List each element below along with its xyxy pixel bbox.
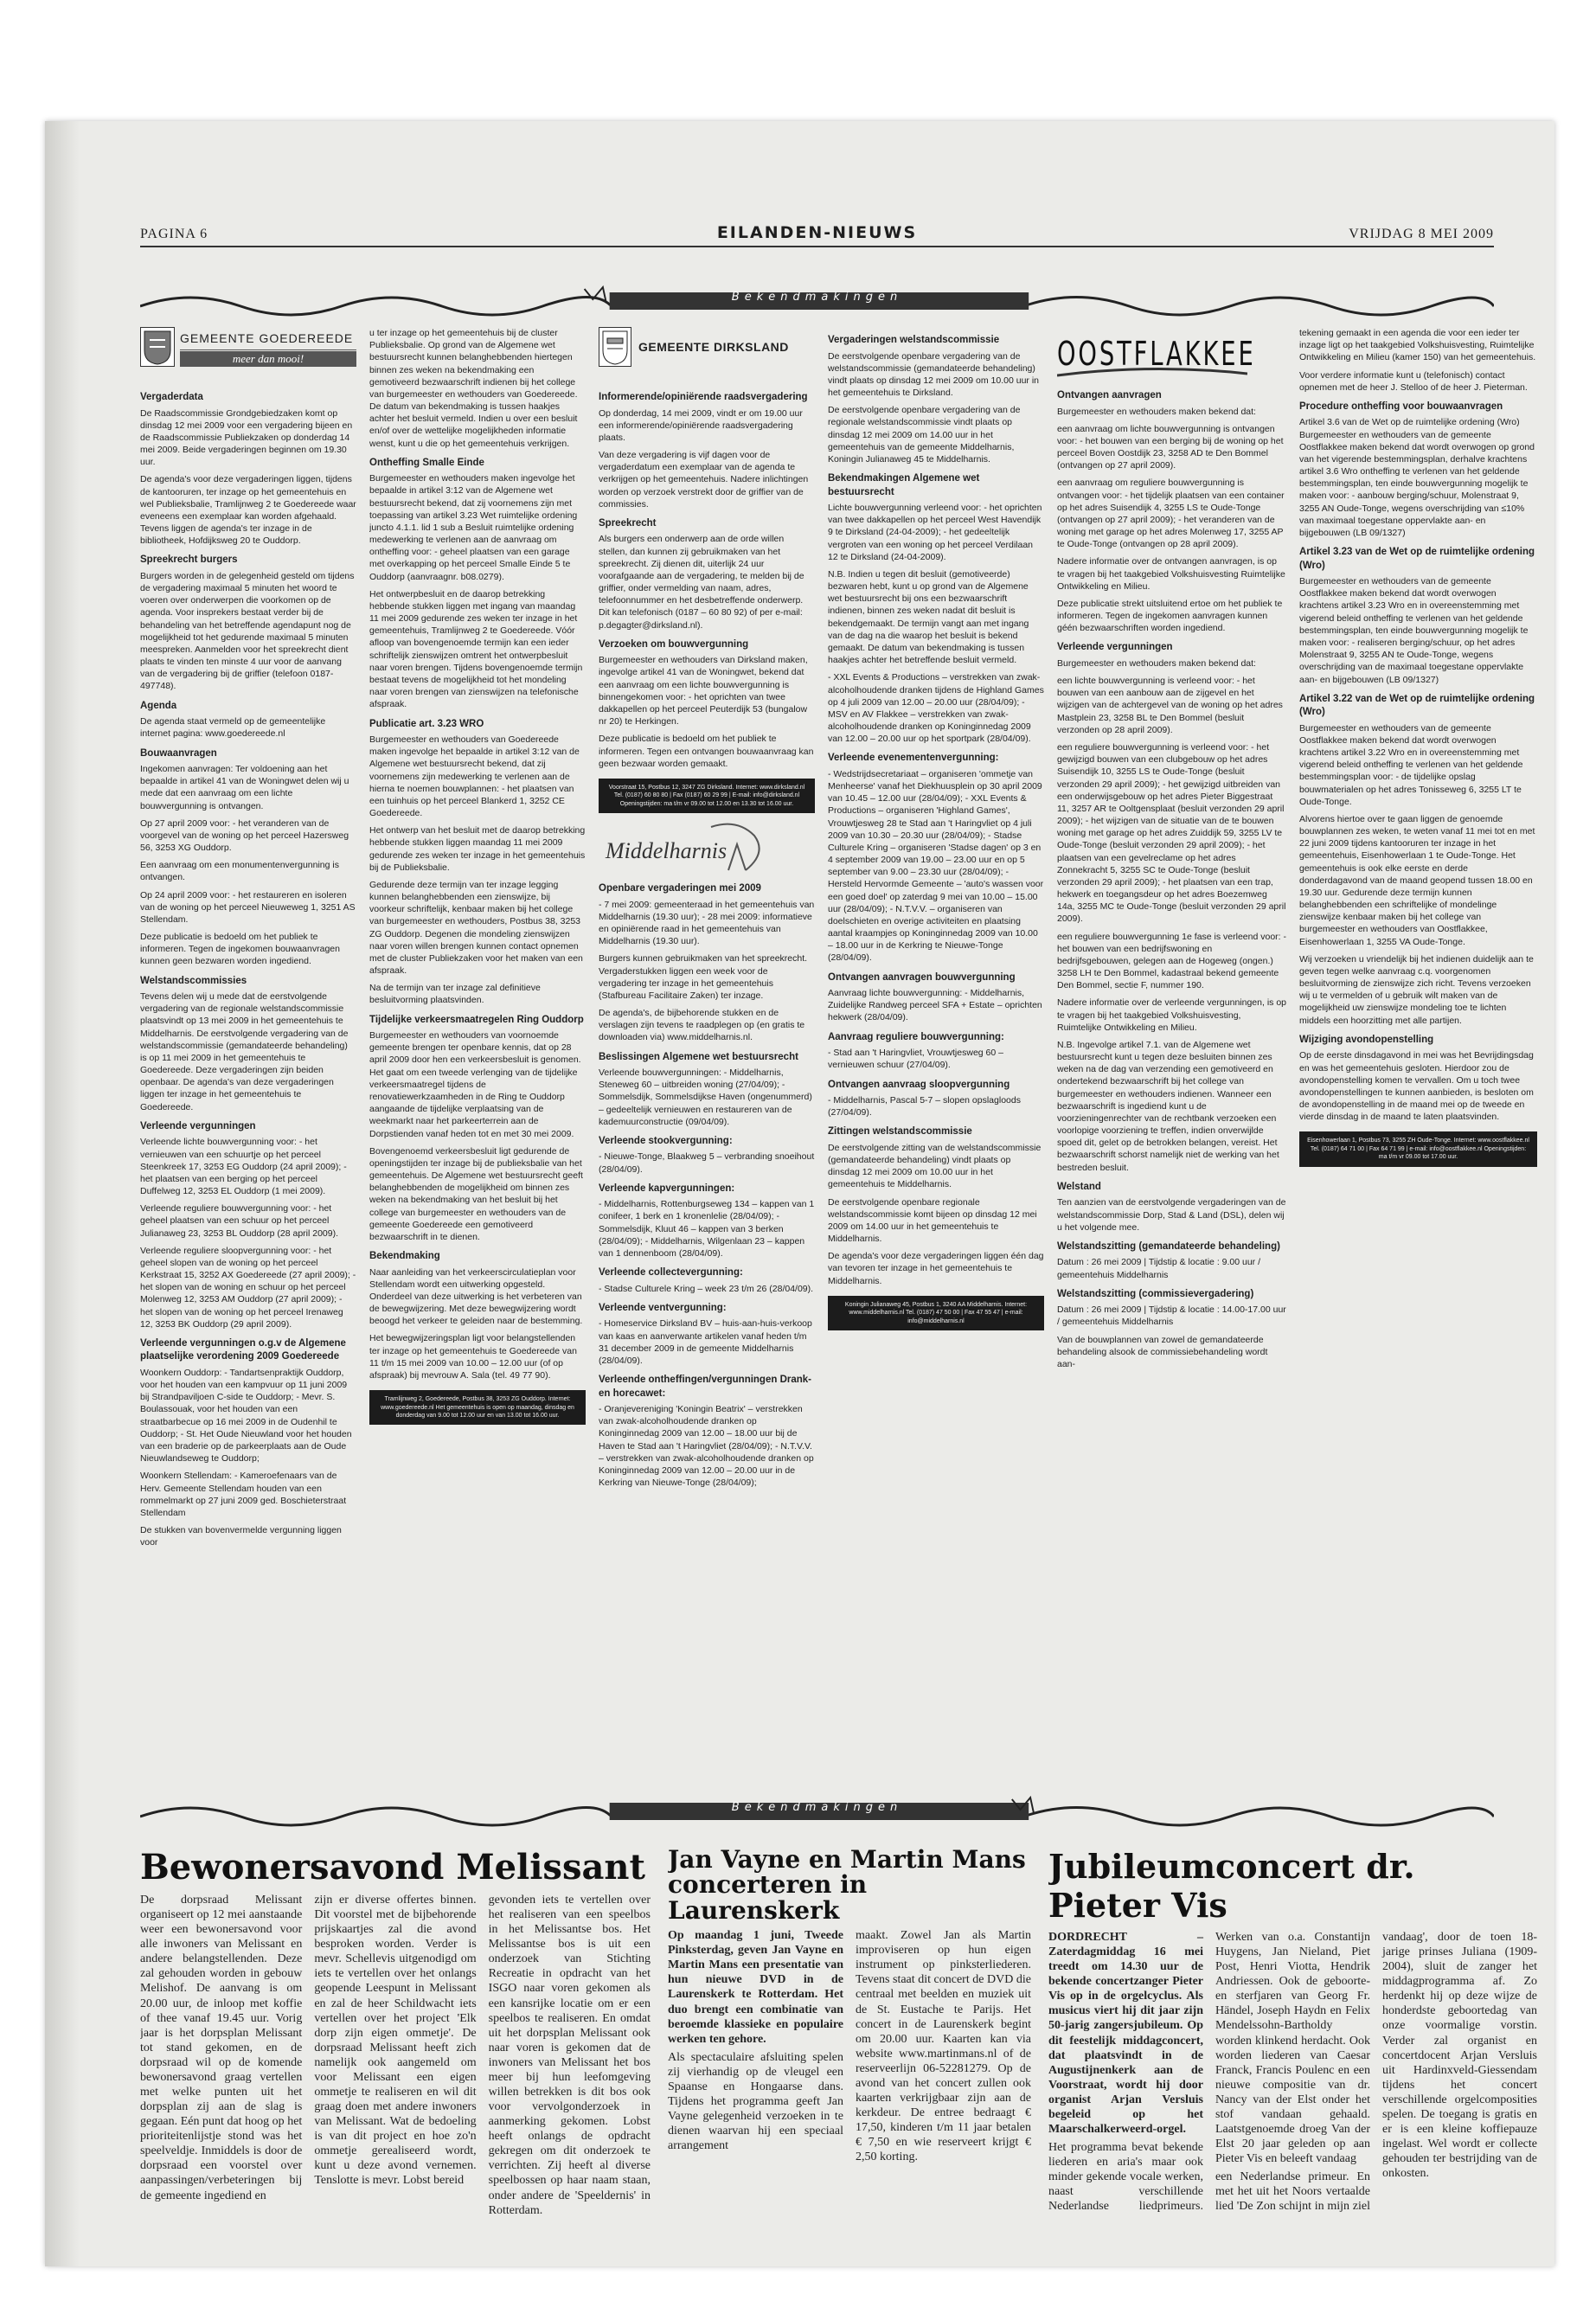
- notice-text: De eerstvolgende openbare vergadering van de regionale welstandscommissie vindt plaats op dinsdag 12 mei 2009 om 14.00 uur in het gemeentehuis van de gemeente Middelharnis, Koningin Julianaweg 45 te Middelharnis.: [828, 405, 1021, 465]
- notice-text: een reguliere bouwvergunning is verleend voor: - het gewijzigd bouwen van een clubgebouw op het adres Suisendijk 10, 3255 LS te Oude-Tonge (besluit verzonden 29 april 2009); - het gewijzigd uitbreiden van een onderwijsgebouw op het adres Pieter Biggestraat 11, 3257 AR te Ooltgensplaat (besluit verzonden 29 april 2009); - het wijzigen van de situatie van de te bouwen woning met garage op het adres Zuiddijk 59, 3255 LV te Oude-Tonge (besluit verzonden 29 april 2009); - het plaatsen van een gevelreclame op het adres Zonnekracht 5, 3255 SC te Oude-Tonge (besluit verzonden 29 april 2009); - het plaatsen van een trap, hekwerk en toegangsdeur op het adres Boezemweg 14a, 3255 MC te Oude-Tonge (besluit verzonden 29 april 2009).: [1057, 741, 1286, 925]
- notice-text: Burgers worden in de gelegenheid gesteld om tijdens de vergadering maximaal 5 minuten het woord te voeren over onderwerpen die voorkomen op de agenda. Voor insprekers bestaat verder bij de behandeling van het betreffende agendapunt nog de mogelijkheid tot het gedurende maximaal 5 minuten meespreken. Aanmelden voor het spreekrecht dient plaats te vinden ten minste 4 uur voor de aanvang van de vergadering bij de griffier (telefoon 0187-497748).: [140, 570, 355, 692]
- middelharnis-logo-text: Middelharnis: [606, 838, 727, 864]
- banner-label: Bekendmakingen: [731, 291, 903, 304]
- notice-text: De agenda's voor deze vergaderingen liggen, tijdens de kantooruren, ter inzage op het gemeentehuis en wel Publieksbalie, Tramlijnweg 2 te Goedereede waar eveneens een exemplaar kan worden afgehaald. Tevens liggen de agenda's ter inzage in de bibliotheek, Hofdijksweg 20 te Ouddorp.: [140, 474, 356, 547]
- notice-heading: Agenda: [140, 700, 177, 711]
- notice-heading: Zittingen welstandscommissie: [828, 1126, 972, 1138]
- notice-text: De Raadscommissie Grondgebiedzaken komt op dinsdag 12 mei 2009 voor een vergadering bijeen en de Raadscommissie Publiekzaken op donderdag 14 mei 2009. Beide vergaderingen beginnen om 19.30 uur.: [140, 407, 353, 468]
- notice-heading: Verleende vergunningen: [1057, 642, 1173, 653]
- notice-text: een reguliere bouwvergunning 1e fase is verleend voor: - het bouwen van een bedrijfswoning en bedrijfsgebouwen, gelegen aan de Hogeweg (ongen.) 3258 LH te Den Bommel, kadastraal bekend gemeente Den Bommel, sectie F, nummer 190.: [1057, 931, 1286, 991]
- notice-text: Een aanvraag om een monumentenvergunning is ontvangen.: [140, 860, 339, 883]
- dirksland-header: [599, 327, 815, 384]
- notice-heading: Tijdelijke verkeersmaatregelen Ring Ouddorp: [369, 1014, 584, 1025]
- goedereede-notices-continued: [369, 327, 586, 1381]
- notice-text: - 7 mei 2009: gemeenteraad in het gemeentehuis van Middelharnis (19.30 uur); - 28 mei 2009: informatieve en opiniërende raad in het gemeentehuis van Middelharnis (19.30 uur).: [599, 899, 815, 947]
- notice-heading: Aanvraag reguliere bouwvergunning:: [828, 1031, 1004, 1042]
- article-body: [140, 1893, 651, 2218]
- notice-heading: Vergaderingen welstandscommissie: [828, 335, 1000, 345]
- masthead: EILANDEN-NIEUWS: [716, 223, 918, 242]
- news-articles: [140, 1847, 1537, 2253]
- notice-heading: Artikel 3.23 van de Wet op de ruimtelijke ordening (Wro): [1299, 547, 1535, 571]
- dirksland-name: GEMEENTE DIRKSLAND: [638, 340, 789, 354]
- article-lead: DORDRECHT – Zaterdagmiddag 16 mei treedt om 14.30 uur de bekende concertzanger Pieter Vis op in de orgelcyclus. Als musicus viert hij dit jaar zijn 50-jarig zangersjubileum. Op dit feestelijk middagconcert, dat plaatsvindt in de Augustijnenkerk aan de Voorstraat, wordt hij door organist Arjan Versluis begeleid op het Maarschalkerweerd-orgel.: [1048, 1931, 1203, 2137]
- article-jan-vayne: [668, 1847, 1031, 2253]
- notice-heading: Beslissingen Algemene wet bestuursrecht: [599, 1051, 798, 1062]
- article-bewonersavond: [140, 1847, 651, 2253]
- notice-text: Deze publicatie is bedoeld om het publiek te informeren. Tegen de ingekomen bouwaanvragen kunnen geen bezwaren worden ingediend.: [140, 932, 340, 967]
- notice-heading: Bekendmaking: [369, 1251, 440, 1262]
- notice-heading: Verleende ventvergunning:: [599, 1302, 727, 1313]
- notice-heading: Verleende vergunningen: [140, 1120, 256, 1131]
- article-title: Jan Vayne en Martin Mans concerteren in Laurenskerk: [668, 1847, 1026, 1925]
- notice-text: een aanvraag om reguliere bouwvergunning is ontvangen voor: - het tijdelijk plaatsen van een container op het adres Suisendijk 4, 3255 LS te Oude-Tonge (ontvangen op 27 april 2009); - het veranderen van de woning met garage op het adres Molenweg 17, 3255 AP te Oude-Tonge (ontvangen op 28 april 2009).: [1057, 478, 1285, 550]
- notice-heading: Verleende evenementenvergunning:: [828, 753, 999, 764]
- notice-text: Datum : 26 mei 2009 | Tijdstip & locatie : 9.00 uur / gemeentehuis Middelharnis: [1057, 1257, 1261, 1280]
- notice-heading: Wijziging avondopenstelling: [1299, 1034, 1434, 1045]
- notice-heading: Procedure ontheffing voor bouwaanvragen: [1299, 401, 1503, 412]
- column-oostflakkee: [1057, 327, 1286, 1780]
- column-oostflakkee-continued: [1299, 327, 1537, 1780]
- notice-text: Lichte bouwvergunning verleend voor: - het oprichten van twee dakkapellen op het perceel West Havendijk 9 te Dirksland (24-04-2009); - het gedeeltelijk vergroten van een woning op het perceel Verdilaan 12 te Dirksland (24-04-2009).: [828, 503, 1042, 562]
- notice-text: Burgemeester en wethouders van Goedereede maken ingevolge het bepaalde in artikel 3:12 van de Algemene wet bestuursrecht bekend, dat zij voornemens zijn medewerking te verlenen aan de hierna te noemen bouwplannen: - het plaatsen van een tuinhuis op het perceel Blankerd 1, 3252 CE Goedereede.: [369, 734, 580, 819]
- running-header: [140, 223, 1494, 247]
- notice-text: Na de termijn van ter inzage zal definitieve besluitvorming plaatsvinden.: [369, 983, 541, 1006]
- notice-heading: Verleende vergunningen o.g.v de Algemene plaatselijke verordening 2009 Goedereede: [140, 1337, 346, 1362]
- notice-heading: Verleende collectevergunning:: [599, 1267, 743, 1279]
- notice-text: Bovengenoemd verkeersbesluit ligt gedurende de openingstijden ter inzage bij de publieksbalie van het gemeentehuis. De Algemene wet bestuursrecht geeft belanghebbenden de mogelijkheid om binnen zes weken na bekendmaking van het besluit bij het college van burgemeester en wethouders van de gemeente Goedereede een gemotiveerd bezwaarschrift in te dienen.: [369, 1145, 583, 1242]
- notice-text: Verleende lichte bouwvergunning voor: - het vernieuwen van een schuurtje op het perceel Steenkreek 17, 3253 EG Ouddorp (24 april 2009); - het plaatsen van een berging op het perceel Duffelweg 12, 3253 EL Ouddorp (1 mei 2009).: [140, 1137, 347, 1197]
- announcements-banner-bottom: [140, 1791, 1494, 1830]
- issue-date: VRIJDAG 8 MEI 2009: [1349, 227, 1494, 241]
- article-body: [1048, 1930, 1537, 2214]
- notice-heading: Welstand: [1057, 1181, 1101, 1192]
- announcement-columns: [140, 327, 1537, 1780]
- notice-text: Het ontwerpbesluit en de daarop betrekking hebbende stukken liggen met ingang van maandag 11 mei 2009 gedurende zes weken ter inzage in het gemeentehuis, Tramlijnweg 2 te Goedereede. Vóór afloop van bovengenoemde termijn kan een ieder schriftelijk zienswijzen omtrent het ontwerpbesluit naar voren brengen. Tijdens bovengenoemde termijn bestaat tevens de mogelijkheid tot het mondeling naar voren brengen van zienswijzen na telefonische afspraak.: [369, 588, 583, 710]
- article-paragraph: Het programma bevat bekende liederen en aria's maar ook minder gekende vocale werken, naast verschillende Nederlandse liedprimeurs. Werken van o.a. Constantijn Huygens, Jan Nieland, Piet Post, Henri Viotta, Hendrik Andriessen. Ook de geboorte- en sterfjaren van Georg Fr. Händel, Joseph Haydn en Felix Mendelssohn-Bartholdy worden klinkend herdacht. Ook worden liederen van Caesar Franck, Francis Poulenc en een nieuwe compositie van dr. Nancy van der Elst onder het stof vandaan gehaald. Laatstgenoemde droeg Van der Elst 20 jaar geleden op aan Pieter Vis en beleeft vandaag: [1048, 1931, 1370, 2214]
- middelharnis-notices: [599, 882, 815, 1489]
- notice-text: Het bewegwijzeringsplan ligt voor belangstellenden ter inzage op het gemeentehuis te Goedereede van 11 t/m 15 mei 2009 van 10.00 – 12.00 uur (of op afspraak) bij mevrouw A. Sala (tel. 49 77 90).: [369, 1333, 577, 1381]
- article-paragraph: een Nederlandse primeur. En met het uit het Noors vertaalde lied 'De Zon schijnt in mijn ziel vandaag', door de toen 18-jarige prinses Juliana (1909-2004), sluit de zanger het middagprogramma af. Zo herdenkt hij op deze wijze de honderdste geboortedag van onze voormalige vorstin. Verder zal organist en concertdocent Arjan Versluis uit Hardinxveld-Giessendam tijdens het concert verschillende orgelcomposities spelen. De toegang is gratis en er is een kleine koffiepauze ingelast. Wel wordt er collecte gehouden ter bestrijding van de onkosten.: [1215, 1931, 1537, 2214]
- notice-text: - Homeservice Dirksland BV – huis-aan-huis-verkoop van kaas en aanverwante artikelen vanaf heden t/m 31 december 2009 in de gemeente Middelharnis (28/04/09).: [599, 1318, 812, 1366]
- notice-text: De agenda's, de bijbehorende stukken en de verslagen zijn tevens te raadplegen op (en gratis te downloaden via) www.middelharnis.nl.: [599, 1008, 805, 1043]
- column-middelharnis-continued: [828, 327, 1044, 1780]
- middelharnis-logo-icon: [702, 818, 780, 875]
- notice-text: Burgemeester en wethouders van Dirksland maken, ingevolge artikel 41 van de Woningwet, bekend dat een aanvraag om een lichte bouwvergunning is binnengekomen voor: - het oprichten van twee dakkapellen op het perceel Peuterdijk 53 (bungalow nr 20) te Herkingen.: [599, 655, 808, 727]
- middelharnis-contact-block: Koningin Julianaweg 45, Postbus 1, 3240 AA Middelharnis. Internet: www.middelharnis.nl Tel. (0187) 47 50 00 | Fax 47 55 47 | e-mail: info@middelharnis.nl: [828, 1296, 1044, 1330]
- notice-text: - XXL Events & Productions – verstrekken van zwak-alcoholhoudende dranken tijdens de Highland Games op 4 juli 2009 van 12.00 – 20.00 uur (28/04/09); - MSV en AV Flakkee – verstrekken van zwak-alcoholhoudende dranken op Koninginnedag 2009 van 12.00 – 20.00 uur op het sportpark (28/04/09).: [828, 672, 1044, 745]
- notice-text: Ingekomen aanvragen: Ter voldoening aan het bepaalde in artikel 41 van de Woningwet delen wij u mede dat een aanvraag om een lichte bouwvergunning is ontvangen.: [140, 764, 349, 811]
- oostflakkee-notices: [1057, 389, 1286, 1370]
- notice-text: Verleende reguliere bouwvergunning voor: - het geheel plaatsen van een schuur op het perceel Julianaweg 23, 3253 BL Ouddorp (28 april 2009).: [140, 1203, 339, 1239]
- notice-text: Het ontwerp van het besluit met de daarop betrekking hebbende stukken liggen maandag 11 mei 2009 gedurende zes weken ter inzage in het gemeentehuis bij de Publieksbalie.: [369, 825, 586, 873]
- article-pieter-vis: [1048, 1847, 1537, 2253]
- notice-text: Aanvraag lichte bouwvergunning: - Middelharnis, Zuidelijke Randweg perceel SFA + Estate – oprichten hekwerk (28/04/09).: [828, 988, 1042, 1023]
- notice-text: Burgemeester en wethouders maken bekend dat:: [1057, 406, 1256, 417]
- notice-text: De agenda's voor deze vergaderingen liggen één dag van tevoren ter inzage in het gemeentehuis te Middelharnis.: [828, 1251, 1044, 1286]
- notice-text: een aanvraag om lichte bouwvergunning is ontvangen voor: - het bouwen van een berging bij de woning op het perceel Boven Oostdijk 23, 3258 AD te Den Bommel (ontvangen op 27 april 2009).: [1057, 423, 1284, 471]
- notice-text: Burgemeester en wethouders maken bekend dat:: [1057, 657, 1256, 669]
- notice-text: Tevens delen wij u mede dat de eerstvolgende vergadering van de regionale welstandscommissie plaatsvindt op 13 mei 2009 in het gemeentehuis te Middelharnis. De eerstvolgende vergadering van de welstandscommissie (gemandateerde behandeling) is op 11 mei 2009 in het gemeentehuis te Goedereede. Deze vergaderingen zijn beiden openbaar. De agenda's van deze vergaderingen liggen ter inzage in het gemeentehuis te Goedereede.: [140, 991, 349, 1112]
- notice-text: - Nieuwe-Tonge, Blaakweg 5 – verbranding snoeihout (28/04/09).: [599, 1151, 815, 1175]
- notice-heading: Ontvangen aanvragen: [1057, 390, 1162, 401]
- oostflakkee-logo-text: OOSTFLAKKEE: [1057, 335, 1256, 373]
- notice-text: Van deze vergadering is vijf dagen voor de vergaderdatum een exemplaar van de agenda te verkrijgen op het gemeentehuis. Nadere inlichtingen worden op verzoek verstrekt door de griffier van de commissies.: [599, 450, 809, 510]
- article-paragraph: Als spectaculaire afsluiting spelen zij vierhandig op de vleugel een Spaanse en Hongaarse dans. Tijdens het programma geeft Jan Vayne gelegenheid verzoeken in te dienen waarvan hij een speciaal arrangement: [668, 2050, 843, 2153]
- notice-heading: Informerende/opiniërende raadsvergadering: [599, 392, 808, 402]
- article-body: [668, 1928, 1031, 2164]
- oostflakkee-header: [1057, 327, 1286, 382]
- dirksland-crest-icon: [599, 327, 631, 367]
- oostflakkee-notices-continued: [1299, 327, 1537, 1123]
- notice-text: Burgemeester en wethouders maken ingevolge het bepaalde in artikel 3:12 van de Algemene wet bestuursrecht bekend, dat zij voornemens zijn met toepassing van artikel 3.23 Wet ruimtelijke ordening juncto 4.1.1. lid 1 sub a Besluit ruimtelijke ordening medewerking te verlenen aan de aanvraag om ontheffing voor: - geheel plaatsen van een garage met overkapping op het perceel Smalle Einde 5 te Ouddorp (aanvraagnr. b08.0279).: [369, 473, 578, 582]
- goedereede-contact-block: Tramlijnweg 2, Goedereede, Postbus 38, 3253 ZG Ouddorp. Internet: www.goedereede.nl Het gemeentehuis is open op maandag, dinsdag en donderdag van 9.00 tot 12.00 uur en van 13.00 tot 16.00 uur.: [369, 1390, 586, 1425]
- notice-text: N.B. Indien u tegen dit besluit (gemotiveerde) bezwaren hebt, kunt u op grond van de Algemene wet bestuursrecht bij ons een bezwaarschrift indienen, binnen zes weken nadat dit besluit is bekendgemaakt. De termijn vangt aan met ingang van de dag na die waarop het besluit is bekend gemaakt. De datum van bekendmaking is tussen haakjes achter het betreffende besluit vermeld.: [828, 568, 1029, 666]
- notice-text: Verleende bouwvergunningen: - Middelharnis, Steneweg 60 – uitbreiden woning (27/04/09); - Sommelsdijk, Sommelsdijkse Haven (ongenummerd) – gedeeltelijk vernieuwen en restaureren van de kademuurconstructie (09/04/09).: [599, 1067, 812, 1127]
- article-paragraph: gevonden iets te vertellen over het realiseren van een speelbos in het Melissantse bos. Het Melissantse bos is uit een onderzoek van Stichting Recreatie in opdracht van het ISGO naar voren gekomen als een kansrijke locatie om er een speelbos te realiseren. En omdat uit het dorpsplan Melissant ook naar voren is gekomen dat de inwoners van Melissant het bos meer bij hun leefomgeving willen betrekken is dit bos ook voor vervolgonderzoek in aanmerking gekomen. Lobst heeft onlangs de opdracht gekregen om dit onderzoek te verrichten. Zij heeft al diverse speelbossen op haar naam staan, onder andere de 'Speeldernis' in Rotterdam.: [488, 1894, 651, 2217]
- notice-text: Naar aanleiding van het verkeerscirculatieplan voor Stellendam wordt een uitwerking opgesteld. Onderdeel van deze uitwerking is het verbeteren van de bewegwijzering. Met deze bewegwijzering wordt beoogd het verkeer te geleiden naar de bestemming.: [369, 1266, 583, 1327]
- article-paragraph: De dorpsraad Melissant organiseert op 12 mei aanstaande weer een bewonersavond voor alle inwoners van Melissant en andere belangstellenden. Deze zal gehouden worden in gebouw Melishof. De aanvang is om 20.00 uur, de inloop met koffie of thee vanaf 19.45 uur. Vorig jaar is het dorpsplan Melissant tot stand gekomen, en de dorpsraad wil op de komende bewonersavond graag vertellen met welke punten uit het dorpsplan zij aan de slag is gegaan. Eén punt dat hoog op het prioriteitenlijstje stond was het speelveldje. Inmiddels is door de dorpsraad een voorstel over aanpassingen/verbeteringen bij de gemeente ingediend en: [140, 1894, 303, 2202]
- notice-text: De stukken van bovenvermelde vergunning liggen voor: [140, 1525, 342, 1548]
- notice-heading: Verleende ontheffingen/vergunningen Drank- en horecawet:: [599, 1375, 812, 1399]
- notice-text: De eerstvolgende openbare vergadering van de welstandscommissie (gemandateerde behandeling) vindt plaats op dinsdag 12 mei 2009 om 10.00 uur in het gemeentehuis te Dirksland.: [828, 350, 1039, 399]
- notice-text: De agenda staat vermeld op de gemeentelijke internet pagina: www.goedereede.nl: [140, 716, 326, 740]
- article-title: Jubileumconcert dr. Pieter Vis: [1048, 1847, 1415, 1925]
- article-title: Bewonersavond Melissant: [140, 1847, 645, 1888]
- article-paragraph: zijn er diverse offertes binnen. Dit voorstel met de bijbehorende prijskaartjes zal die avond besproken worden. Verder is mevr. Schellevis uitgenodigd om iets te vertellen over het onlangs geopende Leespunt in Melissant en zal de heer Schildwacht iets vertellen over het project 'Elk dorp zijn eigen ommetje'. De dorpsraad Melissant heeft zich namelijk ook aangemeld om voor Melissant een eigen ommetje te realiseren en wil dit graag doen met andere inwoners van Melissant. Wat de bedoeling is van dit project en hoe zo'n ommetje gerealiseerd wordt, kunt u deze avond vernemen. Tenslotte is mevr. Lobst bereid: [314, 1894, 477, 2188]
- goedereede-notices: [140, 391, 356, 1548]
- notice-text: Ten aanzien van de eerstvolgende vergaderingen van de welstandscommissie Dorp, Stad & Land (DSL), delen wij u het volgende mee.: [1057, 1197, 1286, 1233]
- notice-heading: Welstandscommissies: [140, 975, 247, 986]
- notice-heading: Verzoeken om bouwvergunning: [599, 638, 749, 650]
- notice-text: De eerstvolgende openbare regionale welstandscommissie komt bijeen op dinsdag 12 mei 2009 om 14.00 uur in het gemeentehuis te Middelharnis.: [828, 1196, 1037, 1245]
- notice-text: Verleende reguliere sloopvergunning voor: - het geheel slopen van de woning op het perceel Kerkstraat 15, 3252 AX Goedereede (27 april 2009); - het slopen van de woning en schuur op het perceel Molenweg 12, 3253 AM Ouddorp (27 april 2009); - het slopen van de woning op het perceel Irenaweg 12, 3253 BK Ouddorp (29 april 2009).: [140, 1245, 356, 1330]
- oostflakkee-contact-block: Eisenhowerlaan 1, Postbus 73, 3255 ZH Oude-Tonge. Internet: www.oostflakkee.nl Tel. (0187) 64 71 00 | Fax 64 71 99 | e-mail: info@oostflakkee.nl Openingstijden: ma t/m vr 09.00 tot 17.00 uur.: [1299, 1131, 1537, 1166]
- goedereede-slogan: meer dan mooi!: [180, 351, 356, 367]
- article-lead: Op maandag 1 juni, Tweede Pinksterdag, geven Jan Vayne en Martin Mans een presentatie van hun nieuwe DVD in de Laurenskerk te Rotterdam. Het duo brengt een combinatie van beroemde klassieke en populaire werken ten gehore.: [668, 1929, 843, 2046]
- notice-text: Woonkern Stellendam: - Kameroefenaars van de Herv. Gemeente Stellendam houden van een rommelmarkt op 27 juni 2009 ged. Boschieterstraat Stellendam: [140, 1471, 347, 1518]
- notice-text: Burgemeester en wethouders van voornoemde gemeente brengen ter openbare kennis, dat op 28 april 2009 door hen een verkeersbesluit is genomen. Het gaat om een tweede verlenging van de tijdelijke verkeersmaatregel tijdens de renovatiewerkzaamheden in de Ring te Ouddorp aangaande de tijdelijke verplaatsing van de weekmarkt naar het parkeerterrein aan de Dorpstienden vanaf heden tot en met 30 mei 2009.: [369, 1030, 581, 1139]
- middelharnis-notices-continued: [828, 334, 1044, 1287]
- notice-text: een lichte bouwvergunning is verleend voor: - het bouwen van een aanbouw aan de zijgevel en het wijzigen van de achtergevel van de woning op het adres Mastplein 23, 3258 BL te Den Bommel (besluit verzonden op 28 april 2009).: [1057, 676, 1283, 735]
- notice-text: - Wedstrijdsecretariaat – organiseren 'ommetje van Menheerse' vanaf het Diekhuusplein op 30 april 2009 van 10.45 – 12.00 uur (28/04/09); - XXL Events & Productions – organiseren 'Highland Games', Vrouwtjesweg 28 te Stad aan 't Haringvliet op 4 juli 2009 van 10.30 – 20.30 uur (28/04/09); - Stadse Culturele Kring – organiseren 'Stadse dagen' op 3 en 4 september 2009 van 19.00 – 23.00 uur en op 5 september van 9.00 – 23.30 uur (28/04/09); - Hersteld Hervormde Gemeente – 'auto's wassen voor een goed doel' op zaterdag 9 mei van 10.00 – 15.00 uur (28/04/09); - N.T.V.V. – organiseren van doelschieten en overige activiteiten en plaatsing aantal kraampjes op Koninginnedag 2009 van 10.00 – 18.00 uur in de Kerkring te Nieuwe-Tonge (28/04/09).: [828, 768, 1044, 964]
- newspaper-page: [45, 121, 1554, 2266]
- notice-text: Voor verdere informatie kunt u (telefonisch) contact opnemen met de heer J. Stelloo of de heer J. Pieterman.: [1299, 369, 1528, 393]
- notice-text: Als burgers een onderwerp aan de orde willen stellen, dan kunnen zij gebruikmaken van het spreekrecht. Zij dienen dit, uiterlijk 24 uur voorafgaande aan de vergadering, te melden bij de griffier, onder vermelding van naam, adres, telefoonnummer en het desbetreffende onderwerp. Dit kan telefonisch (0187 – 60 80 92) of per e-mail: p.degagter@dirksland.nl).: [599, 534, 804, 631]
- notice-heading: Bekendmakingen Algemene wet bestuursrecht: [828, 473, 980, 497]
- notice-heading: Spreekrecht: [599, 517, 657, 529]
- notice-heading: Spreekrecht burgers: [140, 554, 238, 566]
- notice-heading: Welstandszitting (commissievergadering): [1057, 1288, 1254, 1299]
- notice-text: Op donderdag, 14 mei 2009, vindt er om 19.00 uur een informerende/opiniërende raadsvergadering plaats.: [599, 407, 803, 443]
- notice-text: - Middelharnis, Pascal 5-7 – slopen opslagloods (27/04/09).: [828, 1095, 1021, 1118]
- goedereede-crest-icon: [140, 327, 175, 367]
- notice-heading: Publicatie art. 3.23 WRO: [369, 718, 484, 729]
- notice-text: - Middelharnis, Rottenburgseweg 134 – kappen van 1 conifeer, 1 berk en 1 kronenlelie (28/04/09); - Sommelsdijk, Kluut 46 – kappen van 3 berken (28/04/09); - Middelharnis, Wilgenlaan 23 – kappen van 1 dennenboom (28/04/09).: [599, 1199, 815, 1259]
- goedereede-name: GEMEENTE GOEDEREEDE: [180, 330, 356, 350]
- notice-text: N.B. Ingevolge artikel 7.1. van de Algemene wet bestuursrecht kunt u tegen deze besluiten binnen zes weken na de dag van verzending een gemotiveerd en ondertekend bezwaarschrift bij het college van burgemeester en wethouders indienen. Wanneer een bezwaarschrift is ingediend kunt u de voorzieningenrechter van de rechtbank verzoeken een voorlopige voorziening te treffen, indien onverwijlde spoed dit, gelet op de betrokken belangen, vereist. Het bezwaarschrift schorst namelijk niet de werking van het bestreden besluit.: [1057, 1039, 1279, 1173]
- page-fold-shadow: [45, 121, 80, 2266]
- notice-heading: Ontheffing Smalle Einde: [369, 457, 484, 468]
- column-goedereede: [140, 327, 356, 1780]
- notice-heading: Ontvangen aanvragen bouwvergunning: [828, 971, 1016, 983]
- notice-text: De eerstvolgende zitting van de welstandscommissie (gemandateerde behandeling) vindt plaats op dinsdag 12 mei 2009 om 10.00 uur in het gemeentehuis te Middelharnis.: [828, 1142, 1042, 1190]
- notice-text: - Stadse Culturele Kring – week 23 t/m 26 (28/04/09).: [599, 1283, 814, 1294]
- notice-text: Deze publicatie strekt uitsluitend ertoe om het publiek te informeren. Tegen de ingekomen aanvragen kunnen géén bezwaarschriften worden ingediend.: [1057, 598, 1283, 634]
- notice-heading: Verleende stookvergunning:: [599, 1135, 733, 1146]
- announcements-banner-top: [140, 280, 1494, 320]
- dirksland-contact-block: Voorstraat 15, Postbus 12, 3247 ZG Dirksland. Internet: www.dirksland.nl Tel. (0187) 60 80 80 | Fax (0187) 60 29 99 | E-mail: info@dirksland.nl Openingstijden: ma t/m vr 09.00 tot 12.00 en 13.30 tot 16.00 uur.: [599, 779, 815, 813]
- notice-text: Gedurende deze termijn van ter inzage legging kunnen belanghebbenden een zienswijze, bij voorkeur schriftelijk, kenbaar maken bij het college van burgemeester en wethouders, Postbus 38, 3253 ZG Ouddorp. Degenen die mondeling zienswijzen naar voren willen brengen kunnen contact opnemen met de cluster Publiekzaken voor het maken van een afspraak.: [369, 879, 583, 977]
- notice-text: - Stad aan 't Haringvliet, Vrouwtjesweg 60 – vernieuwen schuur (27/04/09).: [828, 1048, 1003, 1071]
- notice-heading: Vergaderdata: [140, 392, 203, 402]
- column-goedereede-continued: [369, 327, 586, 1780]
- notice-text: Nadere informatie over de ontvangen aanvragen, is op te vragen bij het taakgebied Volkshuisvesting Ruimtelijke Ontwikkeling en Milieu.: [1057, 556, 1285, 592]
- notice-heading: Bouwaanvragen: [140, 747, 217, 759]
- notice-text: - Oranjevereniging 'Koningin Beatrix' – verstrekken van zwak-alcoholhoudende dranken op Koninginnedag 2009 van 12.00 – 18.00 uur bij de Haven te Stad aan 't Haringvliet (28/04/09); - N.T.V.V. – verstrekken van zwak-alcoholhoudende dranken op Koninginnedag 2009 van 12.00 – 20.00 uur in de Kerkring van Nieuwe-Tonge (28/04/09);: [599, 1404, 814, 1489]
- notice-text: Burgers kunnen gebruikmaken van het spreekrecht. Vergaderstukken liggen een week voor de vergadering ter inzage in het gemeentehuis (Stafbureau Facilitaire Zaken) ter inzage.: [599, 953, 808, 1001]
- notice-heading: Artikel 3.22 van de Wet op de ruimtelijke ordening (Wro): [1299, 693, 1535, 718]
- notice-text: u ter inzage op het gemeentehuis bij de cluster Publieksbalie. Op grond van de Algemene wet bestuursrecht kunnen belanghebbenden hiertegen binnen zes weken na bekendmaking een gemotiveerd bezwaarschrift indienen bij het college van burgemeester en wethouders van Goedereede. De datum van bekendmaking is tussen haakjes achter het besluit vermeld. Indien u over een besluit en/of over de wettelijke mogelijkheden informatie wenst, kunt u die op het gemeentehuis verkrijgen.: [369, 328, 578, 449]
- notice-text: Burgemeester en wethouders van de gemeente Oostflakkee maken bekend dat wordt overwogen krachtens artikel 3.23 Wro en in overeenstemming met vigerend beleid ontheffing te verlenen van het geldende bestemmingsplan, ten einde bouwvergunning mogelijk te maken voor: - realiseren berging/schuur, op het adres Molenstraat 9, 3255 AN te Oude-Tonge, wegens overschrijding van de maximaal toegestane oppervlakte aan- en bijgebouwen (LB 09/1327): [1299, 576, 1529, 685]
- page-number: PAGINA 6: [140, 227, 208, 241]
- notice-heading: Verleende kapvergunningen:: [599, 1183, 735, 1194]
- notice-heading: Openbare vergaderingen mei 2009: [599, 883, 761, 894]
- notice-text: Op de eerste dinsdagavond in mei was het Bevrijdingsdag en was het gemeentehuis gesloten. Hierdoor zou de avondopenstelling komen te vervallen. Om u toch twee avondopenstellingen te kunnen aanbieden, is besloten om de avondopenstelling in de maand mei op de tweede en vierde dinsdag in de maand te laten plaatsvinden.: [1299, 1050, 1534, 1123]
- notice-text: Op 27 april 2009 voor: - het veranderen van de voorgevel van de woning op het perceel Hazersweg 56, 3253 XG Ouddorp.: [140, 817, 349, 854]
- notice-text: Woonkern Ouddorp: - Tandartsenpraktijk Ouddorp, voor het houden van een kampvuur op 11 juni 2009 bij Strandpaviljoen C-side te Ouddorp; - Mevr. S. Boulassouak, voor het houden van een straatbarbecue op 16 mei 2009 in de Oudenhil te Ouddorp; - St. Het Oude Nieuwland voor het houden van een braderie op de parkeerplaats aan de Oude Nieuwlandseweg te Ouddorp;: [140, 1367, 352, 1465]
- notice-text: Deze publicatie is bedoeld om het publiek te informeren. Tegen een ontvangen bouwaanvraag kan geen bezwaar worden gemaakt.: [599, 734, 814, 769]
- notice-text: Van de bouwplannen van zowel de gemandateerde behandeling alsook de commissiebehandeling wordt aan-: [1057, 1334, 1268, 1369]
- notice-text: Burgemeester en wethouders van de gemeente Oostflakkee maken bekend dat wordt overwogen krachtens artikel 3.22 Wro en in overeenstemming met vigerend beleid ontheffing te verlenen van het geldende bestemmingsplan voor: - de tijdelijke opslag bouwmaterialen op het adres Tonisseweg 6, 3255 LT te Oude-Tonge.: [1299, 722, 1523, 807]
- oostflakkee-swoosh-icon: [1057, 367, 1247, 379]
- goedereede-header: [140, 327, 356, 384]
- notice-heading: Ontvangen aanvraag sloopvergunning: [828, 1079, 1010, 1090]
- notice-text: Alvorens hiertoe over te gaan liggen de genoemde bouwplannen zes weken, te weten vanaf 11 mei tot en met 22 juni 2009 tijdens kantooruren ter inzage in het gemeentehuis, Eisenhowerlaan 1 te Oude-Tonge. Het gemeentehuis is ook elke eerste en derde donderdagavond van de maand geopend tussen 18.00 en 19.30 uur. Gedurende deze termijn kunnen belanghebbenden een schriftelijke of mondelinge zienswijze kenbaar maken bij het college van burgemeester en wethouders van Oostflakkee, Eisenhowerlaan 1, 3255 VA Oude-Tonge.: [1299, 813, 1535, 947]
- notice-text: Wij verzoeken u vriendelijk bij het indienen duidelijk aan te geven tegen welke aanvraag c.q. voorgenomen besluitvorming de zienswijze zich richt. Tevens verzoeken wij u te vermelden of u gebruik wilt maken van de mogelijkheid uw zienswijze mondeling toe te lichten middels een hoorzitting met alle partijen.: [1299, 953, 1534, 1026]
- dirksland-notices: [599, 391, 815, 770]
- notice-text: tekening gemaakt in een agenda die voor een ieder ter inzage ligt op het taakgebied Volkshuisvesting, Ruimtelijke Ontwikkeling en Milieu (kamer 150) van het gemeentehuis.: [1299, 328, 1536, 363]
- middelharnis-header: [599, 818, 815, 875]
- notice-text: Nadere informatie over de verleende vergunningen, is op te vragen bij het taakgebied Volkshuisvesting, Ruimtelijke Ontwikkeling en Milieu.: [1057, 997, 1286, 1033]
- column-dirksland-middelharnis: [599, 327, 815, 1780]
- banner-label: Bekendmakingen: [731, 1801, 903, 1814]
- notice-text: Artikel 3.6 van de Wet op de ruimtelijke ordening (Wro) Burgemeester en wethouders van de gemeente Oostflakkee maken bekend dat wordt overwogen op grond van het vigerende bestemmingsplan, derhalve krachtens artikel 3.6 Wro ontheffing te verlenen van het geldende bestemmingsplan, ten einde bouwvergunning mogelijk te maken voor: - aanbouw berging/schuur, Molenstraat 9, 3255 AN Oude-Tonge, wegens overschrijding van ≤10% van maximaal toegestane oppervlakte aan- en bijgebouwen (LB 09/1327): [1299, 417, 1535, 538]
- notice-heading: Welstandszitting (gemandateerde behandeling): [1057, 1240, 1280, 1252]
- notice-text: Datum : 26 mei 2009 | Tijdstip & locatie : 14.00-17.00 uur / gemeentehuis Middelharnis: [1057, 1304, 1286, 1328]
- notice-text: Op 24 april 2009 voor: - het restaureren en isoleren van de woning op het perceel Nieuweweg 1, 3251 AS Stellendam.: [140, 889, 356, 925]
- article-paragraph: maakt. Zowel Jan als Martin improviseren op hun eigen instrument op pinksterliederen. Tevens staat dit concert de DVD die centraal met beelden en muziek uit de St. Eustache te Parijs. Het concert in de Laurenskerk begint om 20.00 uur. Kaarten kan via website www.martinmans.nl of de reserveerlijn 06-52281279. Op de avond van het concert zullen ook kaarten verkrijgbaar zijn aan de kerkdeur. De entree bedraagt € 17,50, kinderen t/m 11 jaar betalen € 7,50 en wie reserveert krijgt € 2,50 korting.: [856, 1929, 1031, 2164]
